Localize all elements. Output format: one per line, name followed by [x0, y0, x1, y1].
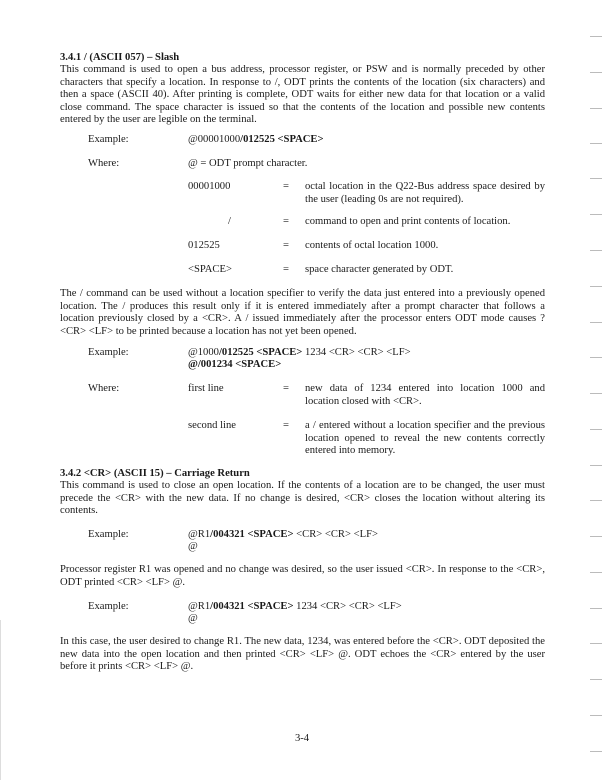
margin-marks — [582, 0, 604, 783]
section-heading-3-4-2: 3.4.2 <CR> (ASCII 15) – Carriage Return — [60, 468, 250, 479]
example-command-address: @00001000 — [188, 134, 241, 145]
definition-term: first line — [188, 383, 224, 394]
example-command-line-1 — [188, 347, 411, 360]
example-command-output: /012525 <SPACE> — [240, 134, 324, 145]
page-number: 3-4 — [294, 733, 310, 744]
margin-tick — [590, 465, 602, 466]
definition-term: <SPACE> — [188, 264, 232, 275]
where-label: Where: — [88, 158, 120, 169]
example-command-output: /012525 <SPACE> — [218, 347, 303, 358]
margin-tick — [590, 751, 602, 752]
margin-tick — [590, 143, 602, 144]
definition-text: octal location in the Q22-Bus address space desired by the user (leading 0s are not required). — [305, 181, 545, 205]
definition-equals: = — [283, 181, 289, 192]
example-label: Example: — [88, 134, 129, 145]
example-label: Example: — [88, 347, 129, 358]
margin-tick — [590, 178, 602, 179]
example-command — [188, 134, 324, 147]
definition-text: contents of octal location 1000. — [305, 240, 439, 251]
definition-term: 012525 — [188, 240, 220, 251]
example-command-input: <CR> <CR> <LF> — [293, 529, 378, 540]
scan-edge — [0, 620, 1, 780]
margin-tick — [590, 250, 602, 251]
definition-equals: = — [283, 240, 289, 251]
definition-term: 00001000 — [188, 181, 231, 192]
example-command-address: @R1 — [188, 529, 211, 540]
example-command-output: /004321 <SPACE> — [210, 601, 294, 612]
example-label: Example: — [88, 601, 129, 612]
margin-tick — [590, 429, 602, 430]
example-command-input: 1234 <CR> <CR> <LF> — [293, 601, 402, 612]
definition-term: / — [228, 216, 231, 227]
margin-tick — [590, 536, 602, 537]
example-command-line-2: @ — [188, 541, 198, 552]
paragraph-cr-no-change: Processor register R1 was opened and no change was desired, so the user issued <CR>. In response to the <CR>, ODT printed <CR> <LF> @. — [60, 564, 545, 588]
margin-tick — [590, 572, 602, 573]
where-label: Where: — [88, 383, 120, 394]
definition-text: new data of 1234 entered into location 1000 and location closed with <CR>. — [305, 383, 545, 407]
margin-tick — [590, 393, 602, 394]
margin-tick — [590, 286, 602, 287]
margin-tick — [590, 643, 602, 644]
paragraph-slash-intro: This command is used to open a bus address, processor register, or PSW and is normally preceded by other characters that specify a location. In response to /, ODT prints the contents of the location (six characters) and then a space (ASCII 40). After printing is complete, ODT waits for either new data for that location or a valid close command. The space character is issued so that the contents of the location and possible new contents entered by the user are legible on the terminal. — [60, 64, 545, 126]
margin-tick — [590, 36, 602, 37]
example-command-line-1 — [188, 601, 402, 614]
example-command-address: @1000 — [188, 347, 219, 358]
where-prompt-definition: @ = ODT prompt character. — [188, 158, 308, 169]
paragraph-cr-change: In this case, the user desired to change R1. The new data, 1234, was entered before the <CR>. ODT deposited the new data into the open location and then printed <CR> <LF> @. ODT echoes the <CR> entered by the user before it prints <CR> <LF> @. — [60, 636, 545, 673]
example-command-line-2: @/001234 <SPACE> — [188, 359, 282, 370]
margin-tick — [590, 322, 602, 323]
definition-equals: = — [283, 216, 289, 227]
paragraph-cr-intro: This command is used to close an open location. If the contents of a location are to be changed, the user must precede the <CR> with the new data. If no change is desired, <CR> closes the location without altering its contents. — [60, 480, 545, 517]
margin-tick — [590, 214, 602, 215]
definition-text: a / entered without a location specifier and the previous location opened to reveal the new contents correctly entered into memory. — [305, 420, 545, 457]
margin-tick — [590, 715, 602, 716]
definition-term: second line — [188, 420, 236, 431]
section-heading-3-4-1: 3.4.1 / (ASCII 057) – Slash — [60, 52, 180, 63]
example-label: Example: — [88, 529, 129, 540]
definition-equals: = — [283, 420, 289, 431]
margin-tick — [590, 679, 602, 680]
definition-equals: = — [283, 383, 289, 394]
example-command-input: 1234 <CR> <CR> <LF> — [302, 347, 411, 358]
example-command-address: @R1 — [188, 601, 211, 612]
margin-tick — [590, 72, 602, 73]
paragraph-slash-verify: The / command can be used without a location specifier to verify the data just entered into a previously opened location. The / produces this result only if it is entered immediately after a prompt character that follows a location previously closed by a <CR>. A / issued immediately after the processor enters ODT mode causes ? <CR> <LF> to be printed because a location has not yet been opened. — [60, 288, 545, 337]
margin-tick — [590, 108, 602, 109]
definition-text: command to open and print contents of location. — [305, 216, 511, 227]
example-command-output: /004321 <SPACE> — [210, 529, 294, 540]
margin-tick — [590, 500, 602, 501]
example-command-line-2: @ — [188, 613, 198, 624]
margin-tick — [590, 608, 602, 609]
definition-equals: = — [283, 264, 289, 275]
definition-text: space character generated by ODT. — [305, 264, 454, 275]
example-command-line-1 — [188, 529, 378, 542]
margin-tick — [590, 357, 602, 358]
